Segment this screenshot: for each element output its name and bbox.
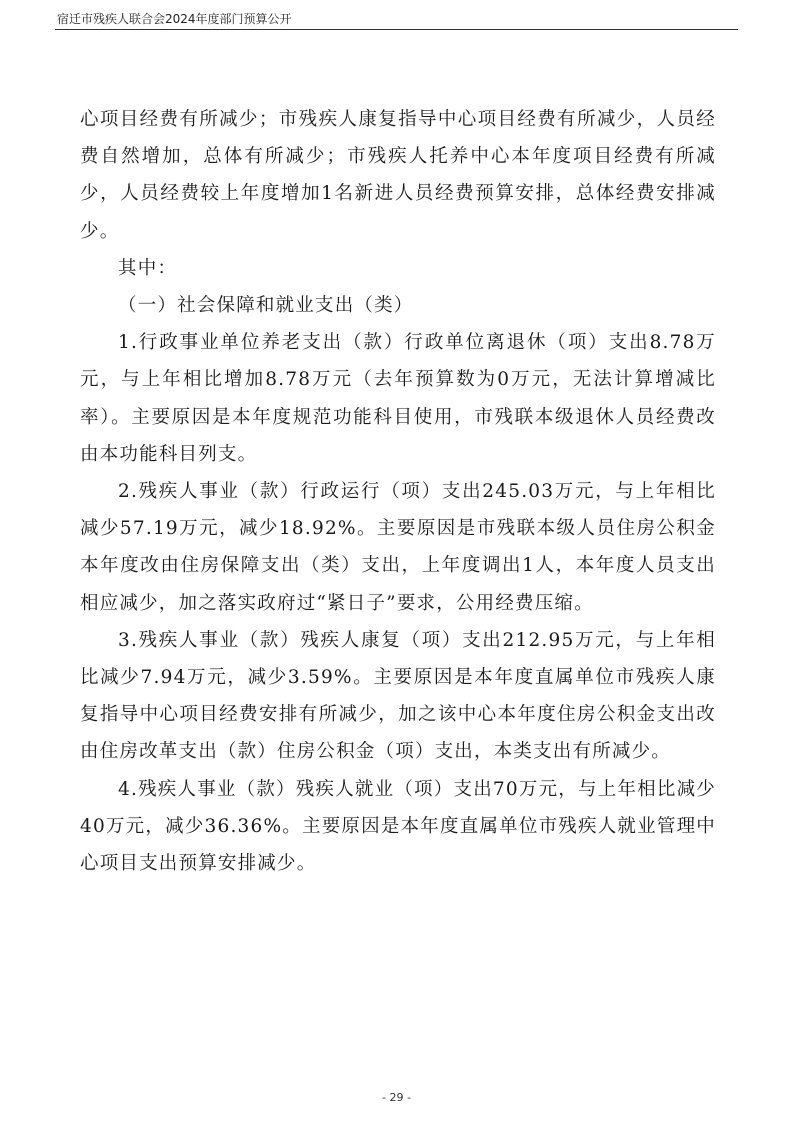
paragraph-intro: 其中： xyxy=(118,257,178,279)
page-number: - 29 - xyxy=(382,1091,411,1104)
paragraph-item-3: 3.残疾人事业（款）残疾人康复（项）支出212.95万元，与上年相比减少7.94万元，减少3.59%。主要原因是本年度直属单位市残疾人康复指导中心项目经费安排有所减少，加之该中心本年度住房公积金支出改由住房改革支出（款）住房公积金（项）支出，本类支出有所减少。 xyxy=(80,629,716,763)
section-heading: （一）社会保障和就业支出（类） xyxy=(118,295,414,317)
document-body xyxy=(80,101,716,882)
paragraph-item-2: 2.残疾人事业（款）行政运行（项）支出245.03万元，与上年相比减少57.19万元，减少18.92%。主要原因是市残联本级人员住房公积金本年度改由住房保障支出（类）支出，上年度调出1人，本年度人员支出相应减少，加之落实政府过“紧日子”要求，公用经费压缩。 xyxy=(80,481,716,614)
running-header: 宿迁市残疾人联合会2024年度部门预算公开 xyxy=(57,12,292,26)
header-divider xyxy=(55,29,738,30)
paragraph-item-1: 1.行政事业单位养老支出（款）行政单位离退休（项）支出8.78万元，与上年相比增加8.78万元（去年预算数为0万元，无法计算增减比率）。主要原因是本年度规范功能科目使用，市残联本级退休人员经费改由本功能科目列支。 xyxy=(80,332,716,465)
paragraph-item-4: 4.残疾人事业（款）残疾人就业（项）支出70万元，与上年相比减少40万元，减少36.36%。主要原因是本年度直属单位市残疾人就业管理中心项目支出预算安排减少。 xyxy=(80,778,716,875)
paragraph-continuation: 心项目经费有所减少；市残疾人康复指导中心项目经费有所减少，人员经费自然增加，总体有所减少；市残疾人托养中心本年度项目经费有所减少，人员经费较上年度增加1名新进人员经费预算安排，总体经费安排减少。 xyxy=(80,109,716,242)
